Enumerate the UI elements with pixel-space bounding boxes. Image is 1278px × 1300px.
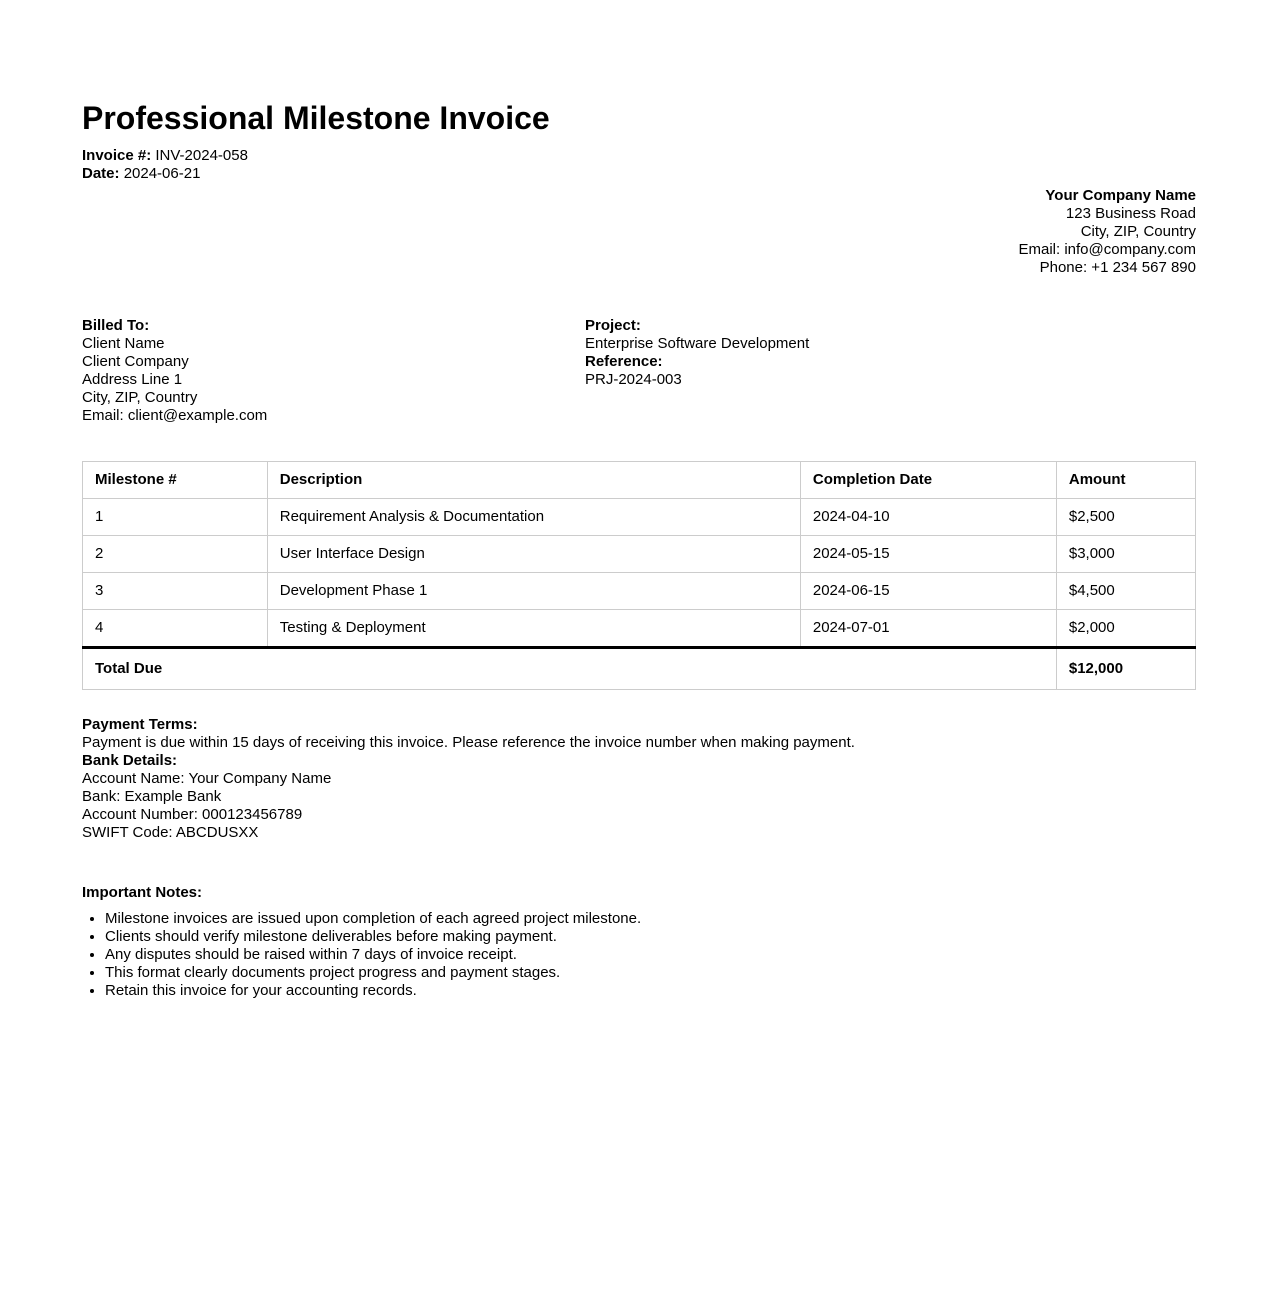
bank-account-name: Account Name: Your Company Name bbox=[82, 769, 332, 787]
note-item: • Clients should verify milestone deliverables before making payment. bbox=[105, 928, 1196, 946]
note-item: • Milestone invoices are issued upon completion of each agreed project milestone. bbox=[105, 910, 1196, 928]
notes-section bbox=[82, 884, 1196, 1000]
page-title: Professional Milestone Invoice bbox=[82, 100, 550, 136]
project-name: Enterprise Software Development bbox=[585, 334, 810, 352]
billed-to-line: City, ZIP, Country bbox=[82, 388, 198, 406]
table-cell: User Interface Design bbox=[267, 535, 800, 572]
table-row bbox=[83, 498, 1196, 535]
billed-to-label: Billed To: bbox=[82, 316, 150, 334]
note-item: • Any disputes should be raised within 7 days of invoice receipt. bbox=[105, 946, 1196, 964]
invoice-date-line bbox=[82, 165, 1196, 183]
company-name: Your Company Name bbox=[1045, 186, 1196, 204]
note-item: • Retain this invoice for your accounting records. bbox=[105, 982, 1196, 1000]
table-cell: 2024-05-15 bbox=[800, 535, 1056, 572]
header-milestone-number: Milestone # bbox=[83, 461, 268, 498]
bank-details-label: Bank Details: bbox=[82, 751, 178, 769]
company-info bbox=[82, 187, 1196, 277]
table-cell: 1 bbox=[83, 498, 268, 535]
invoice-number-line bbox=[82, 147, 1196, 165]
invoice-date-value: 2024-06-21 bbox=[123, 164, 201, 182]
project-label: Project: bbox=[585, 316, 641, 334]
invoice-number-value: INV-2024-058 bbox=[155, 146, 248, 164]
table-header-row bbox=[83, 461, 1196, 498]
billed-to-line: Client Name bbox=[82, 334, 165, 352]
total-row bbox=[83, 647, 1196, 689]
reference-label: Reference: bbox=[585, 352, 663, 370]
company-address-line2: City, ZIP, Country bbox=[1080, 222, 1196, 240]
payment-terms-text: Payment is due within 15 days of receiving this invoice. Please reference the invoice number when making payment. bbox=[82, 733, 855, 751]
milestone-rows bbox=[83, 498, 1196, 647]
total-label: Total Due bbox=[83, 647, 1057, 689]
table-cell: $2,000 bbox=[1056, 609, 1195, 647]
table-cell: Testing & Deployment bbox=[267, 609, 800, 647]
milestones-table-foot bbox=[83, 647, 1196, 689]
important-notes-label: Important Notes: bbox=[82, 883, 202, 901]
table-row bbox=[83, 572, 1196, 609]
table-cell: 2024-06-15 bbox=[800, 572, 1056, 609]
table-cell: $4,500 bbox=[1056, 572, 1195, 609]
milestones-table-head bbox=[83, 461, 1196, 498]
header-amount: Amount bbox=[1056, 461, 1195, 498]
table-cell: $3,000 bbox=[1056, 535, 1195, 572]
project-block bbox=[585, 317, 1196, 425]
billed-to-block bbox=[82, 317, 585, 425]
bank-account-number: Account Number: 000123456789 bbox=[82, 805, 303, 823]
header-description: Description bbox=[267, 461, 800, 498]
payment-terms-label: Payment Terms: bbox=[82, 715, 198, 733]
invoice-number-label: Invoice #: bbox=[82, 146, 152, 164]
payment-section bbox=[82, 716, 1196, 842]
table-row bbox=[83, 609, 1196, 647]
table-cell: Requirement Analysis & Documentation bbox=[267, 498, 800, 535]
table-cell: 4 bbox=[83, 609, 268, 647]
parties-section bbox=[82, 317, 1196, 425]
billed-to-line: Address Line 1 bbox=[82, 370, 183, 388]
note-item: • This format clearly documents project progress and payment stages. bbox=[105, 964, 1196, 982]
table-row bbox=[83, 535, 1196, 572]
table-cell: $2,500 bbox=[1056, 498, 1195, 535]
reference-value: PRJ-2024-003 bbox=[585, 370, 682, 388]
table-cell: 3 bbox=[83, 572, 268, 609]
company-email: Email: info@company.com bbox=[1018, 240, 1196, 258]
company-phone: Phone: +1 234 567 890 bbox=[1039, 258, 1196, 276]
invoice-page bbox=[82, 0, 1196, 1000]
notes-list bbox=[82, 910, 1196, 1000]
header-completion-date: Completion Date bbox=[800, 461, 1056, 498]
company-address-line1: 123 Business Road bbox=[1065, 204, 1196, 222]
table-cell: 2024-04-10 bbox=[800, 498, 1056, 535]
billed-to-line: Client Company bbox=[82, 352, 189, 370]
table-cell: 2 bbox=[83, 535, 268, 572]
total-amount: $12,000 bbox=[1056, 647, 1195, 689]
billed-to-line: Email: client@example.com bbox=[82, 406, 268, 424]
table-cell: Development Phase 1 bbox=[267, 572, 800, 609]
milestones-table bbox=[82, 461, 1196, 690]
invoice-date-label: Date: bbox=[82, 164, 120, 182]
bank-name: Bank: Example Bank bbox=[82, 787, 222, 805]
bank-swift-code: SWIFT Code: ABCDUSXX bbox=[82, 823, 259, 841]
table-cell: 2024-07-01 bbox=[800, 609, 1056, 647]
